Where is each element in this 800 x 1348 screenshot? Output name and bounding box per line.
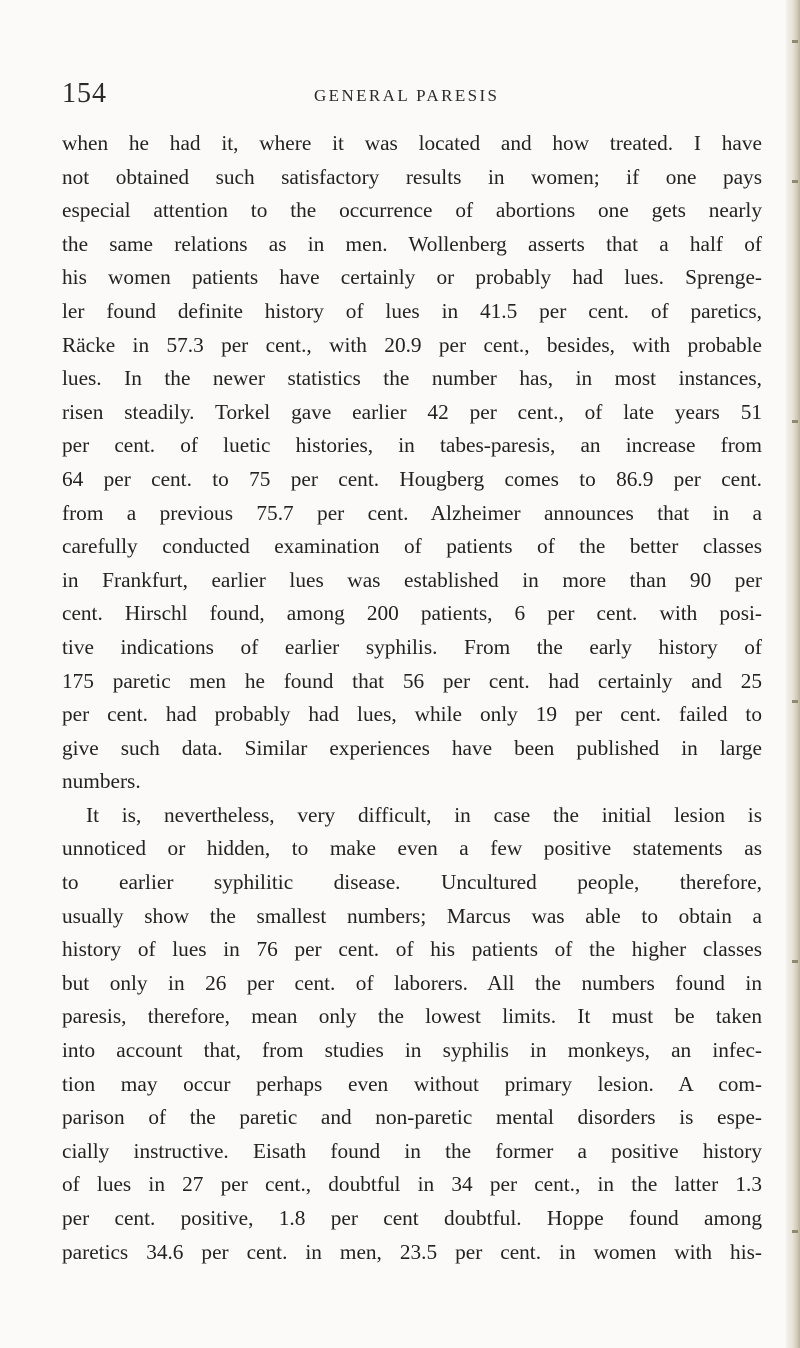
body-text — [62, 127, 762, 1269]
text-line: risen steadily. Torkel gave earlier 42 per cent., of late years 51 — [62, 399, 762, 424]
edge-mark — [792, 1230, 798, 1233]
text-line: Räcke in 57.3 per cent., with 20.9 per cent., besides, with probable — [62, 332, 762, 357]
text-line: his women patients have certainly or probably had lues. Sprenge- — [62, 265, 762, 290]
text-line: when he had it, where it was located and how treated. I have — [62, 131, 762, 155]
text-line: lues. In the newer statistics the number has, in most instances, — [62, 366, 762, 391]
text-line: paretics 34.6 per cent. in men, 23.5 per cent. in women with his- — [62, 1239, 762, 1264]
page-number: 154 — [62, 78, 107, 109]
text-line: carefully conducted examination of patients of the better classes — [62, 534, 762, 559]
text-line: 64 per cent. to 75 per cent. Hougberg comes to 86.9 per cent. — [62, 466, 762, 491]
text-line: especial attention to the occurrence of abortions one gets nearly — [62, 198, 762, 223]
text-line: tive indications of earlier syphilis. From the early history of — [62, 634, 762, 659]
text-line: per cent. of luetic histories, in tabes-paresis, an increase from — [62, 433, 762, 458]
text-line: but only in 26 per cent. of laborers. All the numbers found in — [62, 970, 762, 995]
text-line: per cent. positive, 1.8 per cent doubtful. Hoppe found among — [62, 1206, 762, 1230]
text-line: 175 paretic men he found that 56 per cent. had certainly and 25 — [62, 668, 762, 693]
paragraph-1 — [62, 127, 762, 799]
text-line: It is, nevertheless, very difficult, in case the initial lesion is — [86, 802, 762, 827]
edge-mark — [792, 180, 798, 183]
text-line: unnoticed or hidden, to make even a few positive statements as — [62, 836, 762, 861]
text-line: history of lues in 76 per cent. of his patients of the higher classes — [62, 937, 762, 962]
text-line: per cent. had probably had lues, while only 19 per cent. failed to — [62, 702, 762, 727]
edge-mark — [792, 420, 798, 423]
text-line: in Frankfurt, earlier lues was established in more than 90 per — [62, 567, 762, 592]
text-line: of lues in 27 per cent., doubtful in 34 per cent., in the latter 1.3 — [62, 1172, 762, 1197]
text-line: cent. Hirschl found, among 200 patients, 6 per cent. with posi- — [62, 601, 762, 626]
edge-mark — [792, 700, 798, 703]
text-line: cially instructive. Eisath found in the former a positive history — [62, 1138, 762, 1163]
edge-mark — [792, 40, 798, 43]
text-line: paresis, therefore, mean only the lowest limits. It must be taken — [62, 1004, 762, 1029]
paragraph-2 — [62, 799, 762, 1269]
edge-mark — [792, 960, 798, 963]
page-edge-shadow — [786, 0, 800, 1348]
text-line: to earlier syphilitic disease. Uncultured people, therefore, — [62, 870, 762, 895]
text-line: parison of the paretic and non-paretic mental disorders is espe- — [62, 1105, 762, 1130]
text-line: tion may occur perhaps even without primary lesion. A com- — [62, 1071, 762, 1096]
text-line: not obtained such satisfactory results in women; if one pays — [62, 164, 762, 189]
text-line: into account that, from studies in syphilis in monkeys, an infec- — [62, 1038, 762, 1063]
text-line: give such data. Similar experiences have been published in large — [62, 735, 762, 760]
text-line: usually show the smallest numbers; Marcus was able to obtain a — [62, 903, 762, 928]
text-line: the same relations as in men. Wollenberg asserts that a half of — [62, 231, 762, 256]
text-line: from a previous 75.7 per cent. Alzheimer announces that in a — [62, 500, 762, 525]
running-head — [62, 78, 762, 112]
running-title: GENERAL PARESIS — [314, 86, 500, 105]
text-line: numbers. — [62, 769, 141, 794]
text-line: ler found definite history of lues in 41.5 per cent. of paretics, — [62, 298, 762, 323]
